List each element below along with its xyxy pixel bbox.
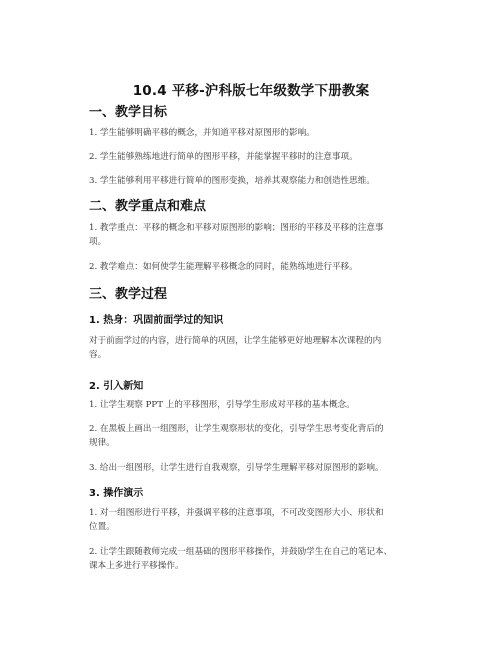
- paragraph: [89, 506, 419, 534]
- paragraph-line: 2. 让学生跟随教师完成一组基础的图形平移操作，并鼓励学生在自己的笔记本、: [89, 547, 393, 557]
- document-title: 10.4 平移-沪科版七年级数学下册教案: [132, 83, 370, 99]
- section-heading-objectives: 一、教学目标: [89, 105, 168, 120]
- paragraph-line: 项。: [89, 237, 107, 247]
- paragraph-line: 2. 在黑板上画出一组图形，让学生观察形状的变化，引导学生思考变化背后的: [89, 424, 384, 434]
- subsection-heading-warmup: 1. 热身：巩固前面学过的知识: [89, 315, 224, 326]
- paragraph: 1. 让学生观察 PPT 上的平移图形，引导学生形成对平移的基本概念。: [89, 400, 355, 410]
- paragraph: [89, 545, 419, 573]
- paragraph: [89, 334, 419, 362]
- paragraph-line: 规律。: [89, 438, 115, 448]
- paragraph: [89, 422, 419, 450]
- paragraph-line: 1. 对一组图形进行平移，并强调平移的注意事项，不可改变图形大小、形状和: [89, 508, 384, 518]
- paragraph: 1. 学生能够明确平移的概念，并知道平移对原图形的影响。: [89, 128, 315, 138]
- paragraph-line: 位置。: [89, 522, 115, 532]
- section-heading-key-points: 二、教学重点和难点: [89, 199, 207, 214]
- paragraph-line: 容。: [89, 350, 107, 360]
- paragraph-line: 课本上多进行平移操作。: [89, 561, 184, 571]
- paragraph: [89, 221, 419, 249]
- subsection-heading-demo: 3. 操作演示: [89, 488, 144, 499]
- paragraph: 3. 学生能够利用平移进行简单的图形变换，培养其观察能力和创造性思维。: [89, 176, 375, 186]
- paragraph-line: 1. 教学重点：平移的概念和平移对原图形的影响；图形的平移及平移的注意事: [89, 223, 384, 233]
- paragraph: 3. 给出一组图形，让学生进行自我观察，引导学生理解平移对原图形的影响。: [89, 463, 384, 473]
- section-heading-process: 三、教学过程: [89, 287, 168, 302]
- paragraph: 2. 学生能够熟练地进行简单的图形平移，并能掌握平移时的注意事项。: [89, 152, 358, 162]
- paragraph: 2. 教学难点：如何使学生能理解平移概念的同时，能熟练地进行平移。: [89, 262, 358, 272]
- paragraph-line: 对于前面学过的内容，进行简单的巩固，让学生能够更好地理解本次课程的内: [89, 336, 382, 346]
- subsection-heading-new-knowledge: 2. 引入新知: [89, 381, 144, 392]
